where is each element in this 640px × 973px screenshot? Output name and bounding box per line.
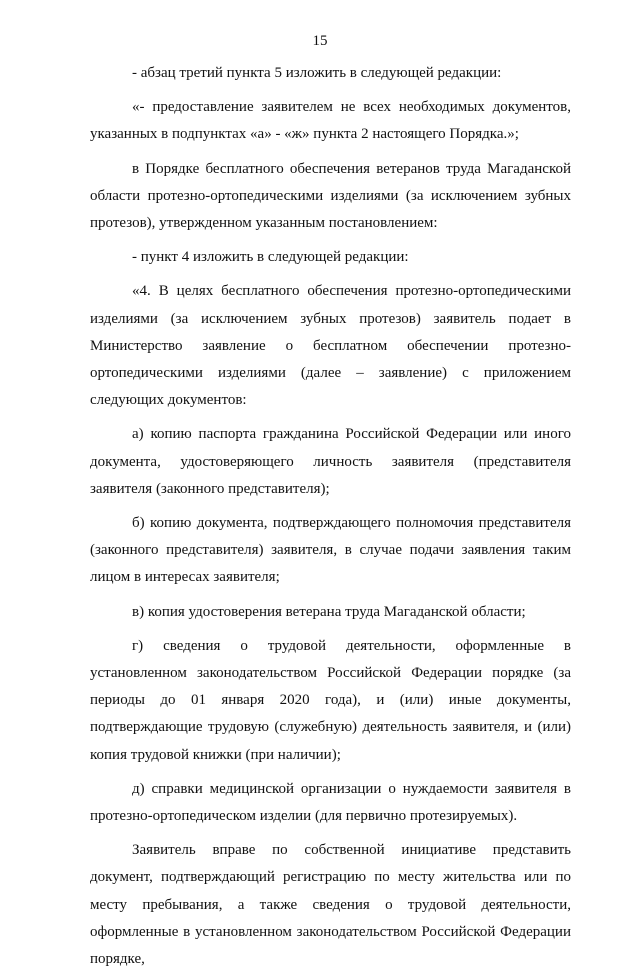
paragraph-8: в) копия удостоверения ветерана труда Магаданской области; <box>132 603 526 620</box>
paragraph-11: Заявитель вправе по собственной инициативе представить документ, подтверждающий регистрацию по месту жительства или по месту пребывания, а также сведения о трудовой деятельности, оформленные в установленном законодательством Российской Федерации порядке, <box>90 842 571 968</box>
body-text <box>90 60 571 973</box>
paragraph-2: «- предоставление заявителем не всех необходимых документов, указанных в подпунктах «а» - «ж» пункта 2 настоящего Порядка.»; <box>90 99 571 143</box>
paragraph-3: в Порядке бесплатного обеспечения ветеранов труда Магаданской области протезно-ортопедическими изделиями (за исключением зубных протезов), утвержденном указанным постановлением: <box>90 160 571 232</box>
paragraph-1: - абзац третий пункта 5 изложить в следующей редакции: <box>132 65 502 81</box>
paragraph-4: - пункт 4 изложить в следующей редакции: <box>132 249 409 266</box>
paragraph-6: а) копию паспорта гражданина Российской Федерации или иного документа, удостоверяющего личность заявителя (представителя заявителя (законного представителя); <box>90 426 571 497</box>
page-number: 15 <box>312 33 328 49</box>
paragraph-5: «4. В целях бесплатного обеспечения протезно-ортопедическими изделиями (за исключением зубных протезов) заявитель подает в Министерство заявление о бесплатном обеспечении протезно-ортопедическими изделиями (далее – заявление) с приложением следующих документов: <box>90 283 571 409</box>
paragraph-10: д) справки медицинской организации о нуждаемости заявителя в протезно-ортопедическом изделии (для первично протезируемых). <box>90 780 571 825</box>
paragraph-7: б) копию документа, подтверждающего полномочия представителя (законного представителя) заявителя, в случае подачи заявления таким лицом в интересах заявителя; <box>90 515 571 586</box>
paragraph-9: г) сведения о трудовой деятельности, оформленные в установленном законодательством Российской Федерации порядке (за периоды до 01 января 2020 года), и (или) иные документы, подтверждающие трудовую (служебную) деятельность заявителя, и (или) копия трудовой книжки (при наличии); <box>90 637 571 763</box>
